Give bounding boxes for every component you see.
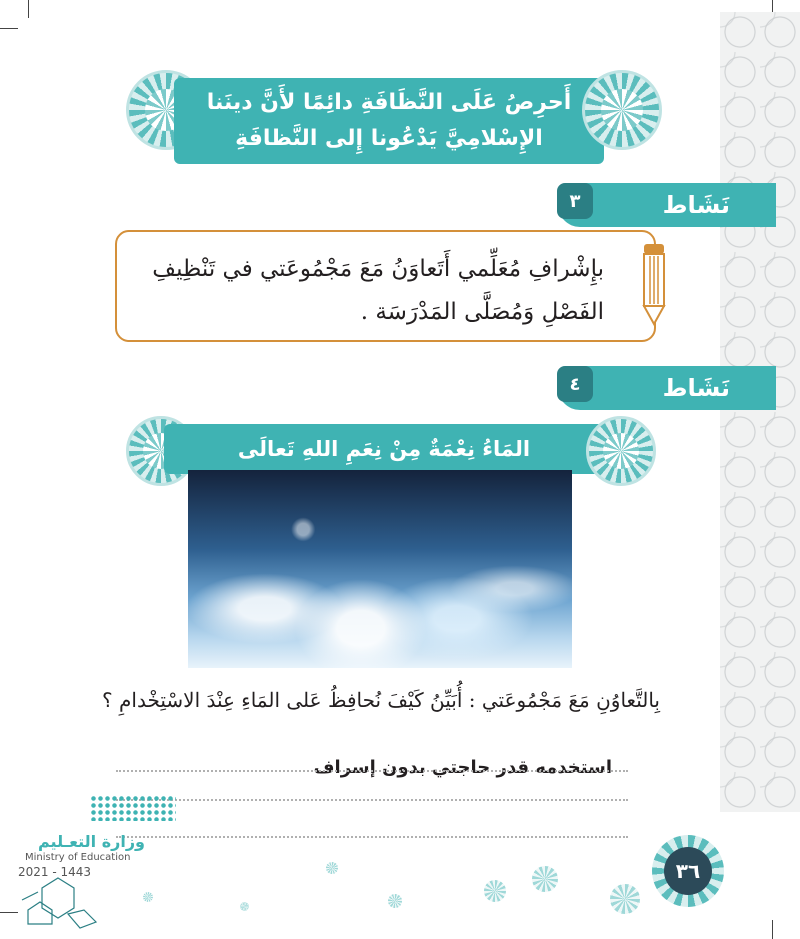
small-rosette-ornament bbox=[484, 880, 506, 902]
edition-year: 2021 - 1443 bbox=[18, 865, 92, 879]
banner-line-1: أَحرِصُ عَلَى النَّظَافَةِ دائِمًا لأَنَّ دينَنا bbox=[206, 90, 572, 115]
small-rosette-ornament bbox=[326, 862, 338, 874]
small-rosette-ornament bbox=[240, 902, 249, 911]
ministry-pattern-icon bbox=[18, 870, 98, 930]
activity-4-question: بِالتَّعاوُنِ مَعَ مَجْمُوعَتي : أُبَيِّنُ كَيْفَ نُحافِظُ عَلى المَاءِ عِنْدَ الاسْتِخْدامِ ؟ bbox=[102, 688, 660, 712]
small-rosette-ornament bbox=[610, 884, 640, 914]
water-banner-text: المَاءُ نِعْمَةٌ مِنْ نِعَمِ اللهِ تَعالَى bbox=[237, 437, 531, 461]
small-rosette-ornament bbox=[532, 866, 558, 892]
decorative-pattern-strip bbox=[720, 12, 800, 812]
answer-line bbox=[116, 770, 628, 772]
banner-line-2: الإِسْلامِيَّ يَدْعُونا إِلى النَّظافَةِ bbox=[235, 126, 543, 151]
ministry-name-arabic: وزارة التعـليم bbox=[38, 832, 145, 851]
small-rosette-ornament bbox=[143, 892, 153, 902]
crop-mark bbox=[0, 28, 18, 29]
rosette-ornament-right bbox=[582, 70, 662, 150]
answer-line bbox=[116, 836, 628, 838]
ministry-logo-mark bbox=[90, 795, 176, 821]
pencil-icon bbox=[640, 244, 668, 326]
crop-mark bbox=[772, 920, 773, 939]
answer-line bbox=[116, 799, 628, 801]
cleanliness-banner bbox=[174, 78, 604, 164]
activity-4-answer: استخدمه قدر حاجتي بدون إسراف bbox=[313, 757, 612, 778]
rain-water-photo bbox=[188, 470, 572, 668]
activity-3-label: نَشَاط bbox=[662, 191, 730, 219]
activity-3-box bbox=[115, 230, 656, 342]
activity-4-label: نَشَاط bbox=[662, 374, 730, 402]
ministry-name-english: Ministry of Education bbox=[25, 852, 131, 863]
rosette-ornament-right bbox=[586, 416, 656, 486]
activity-4-number: ٤ bbox=[557, 366, 593, 402]
crop-mark bbox=[28, 0, 29, 18]
activity-3-text: بإِشْرافِ مُعَلِّمي أَتَعاوَنُ مَعَ مَجْمُوعَتي في تَنْظِيفِ الفَصْلِ وَمُصَلَّى المَدْرَسَة . bbox=[152, 256, 604, 325]
activity-3-number: ٣ bbox=[557, 183, 593, 219]
water-banner bbox=[164, 424, 604, 474]
crop-mark bbox=[0, 912, 18, 913]
small-rosette-ornament bbox=[388, 894, 402, 908]
page-number: ٣٦ bbox=[664, 847, 712, 895]
